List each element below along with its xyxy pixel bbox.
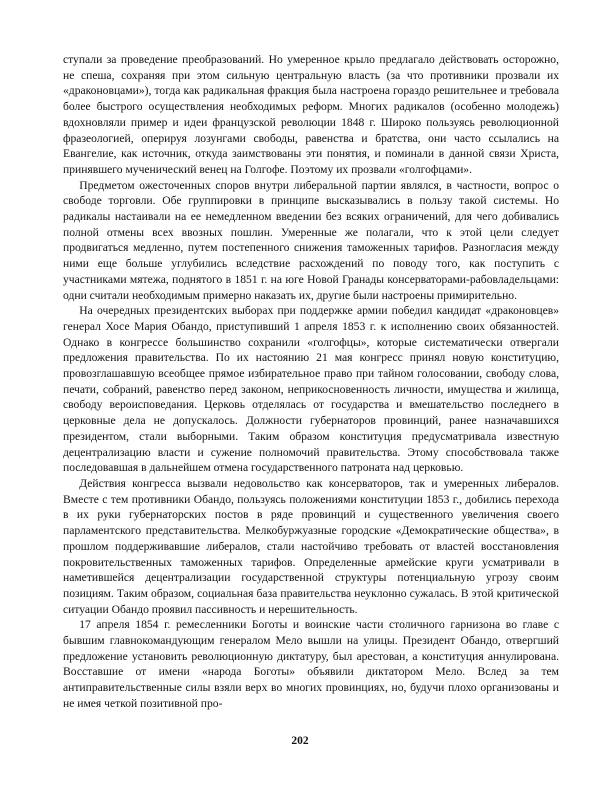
paragraph-5: 17 апреля 1854 г. ремесленники Боготы и воинские части столичного гарнизона во главе с бывшим главнокомандующим генералом Мело вышли на улицы. Президент Обандо, отвергший предложение установить революционную диктатуру, был арестован, а конституция аннулирована. Восставшие от имени «народа Боготы» объявили диктатором Мело. Вслед за тем антиправительственные силы взяли верх во многих провинциях, но, будучи плохо организованы и не имея четкой позитивной про- xyxy=(63,618,559,710)
paragraph-2: Предметом ожесточенных споров внутри либеральной партии являлся, в частности, вопрос о свободе торговли. Обе группировки в принципе высказывались в пользу такой системы. Но радикалы настаивали на ее немедленном введении без всяких ограничений, для чего добивались полной отмены всех ввозных пошлин. Умеренные же полагали, что к этой цели следует продвигаться медленно, путем постепенного снижения таможенных тарифов. Разногласия между ними еще больше углубились вследствие расхождений по поводу того, как поступить с участниками мятежа, поднятого в 1851 г. на юге Новой Гранады консерваторами-рабовладельцами: одни считали необходимым примерно наказать их, другие были настроены примирительно. xyxy=(63,178,559,302)
page-body xyxy=(63,52,559,772)
paragraph-1: ступали за проведение преобразований. Но умеренное крыло предлагало действовать осторожно, не спеша, сохраняя при этом сильную центральную власть (за что противники прозвали их «драконовцами»), тогда как радикальная фракция была настроена гораздо решительнее и требовала более быстрого осуществления необходимых реформ. Многих радикалов (особенно молодежь) вдохновляли пример и идеи французской революции 1848 г. Широко пользуясь революционной фразеологией, оперируя лозунгами свободы, равенства и братства, они часто ссылались на Евангелие, как источник, откуда заимствованы эти понятия, и поминали в данной связи Христа, принявшего мученический венец на Голгофе. Поэтому их прозвали «голгофцами». xyxy=(63,53,559,176)
paragraph-4: Действия конгресса вызвали недовольство как консерваторов, так и умеренных либералов. Вместе с тем противники Обандо, пользуясь положениями конституции 1853 г., добились перехода в их руки губернаторских постов в ряде провинций и существенного увеличения своего парламентского представительства. Мелкобуржуазные городские «Демократические общества», в прошлом поддерживавшие либералов, стали настойчиво требовать от властей восстановления покровительственных таможенных тарифов. Определенные армейские круги усматривали в наметившейся децентрализации государственной структуры потенциальную угрозу своим позициям. Таким образом, социальная база правительства неуклонно сужалась. В этой критической ситуации Обандо проявил пассивность и нерешительность. xyxy=(63,476,559,616)
paragraph-3: На очередных президентских выборах при поддержке армии победил кандидат «драконовцев» генерал Хосе Мария Обандо, приступивший 1 апреля 1853 г. к исполнению своих обязанностей. Однако в конгрессе большинство сохранили «голгофцы», которые систематически отвергали предложения правительства. По их настоянию 21 мая конгресс принял новую конституцию, провозглашавшую всеобщее прямое избирательное право при тайном голосовании, свободу слова, печати, собраний, равенство перед законом, неприкосновенность личности, имущества и жилища, свободу вероисповедания. Церковь отделялась от государства и вмешательство последнего в церковные дела не допускалось. Должности губернаторов провинций, ранее назначавшихся президентом, стали выборными. Таким образом конституция предусматривала известную децентрализацию власти и сужение полномочий правительства. Этому способствовала также последовавшая в дальнейшем отмена государственного патроната над церковью. xyxy=(63,304,559,475)
page-number: 202 xyxy=(291,735,309,747)
